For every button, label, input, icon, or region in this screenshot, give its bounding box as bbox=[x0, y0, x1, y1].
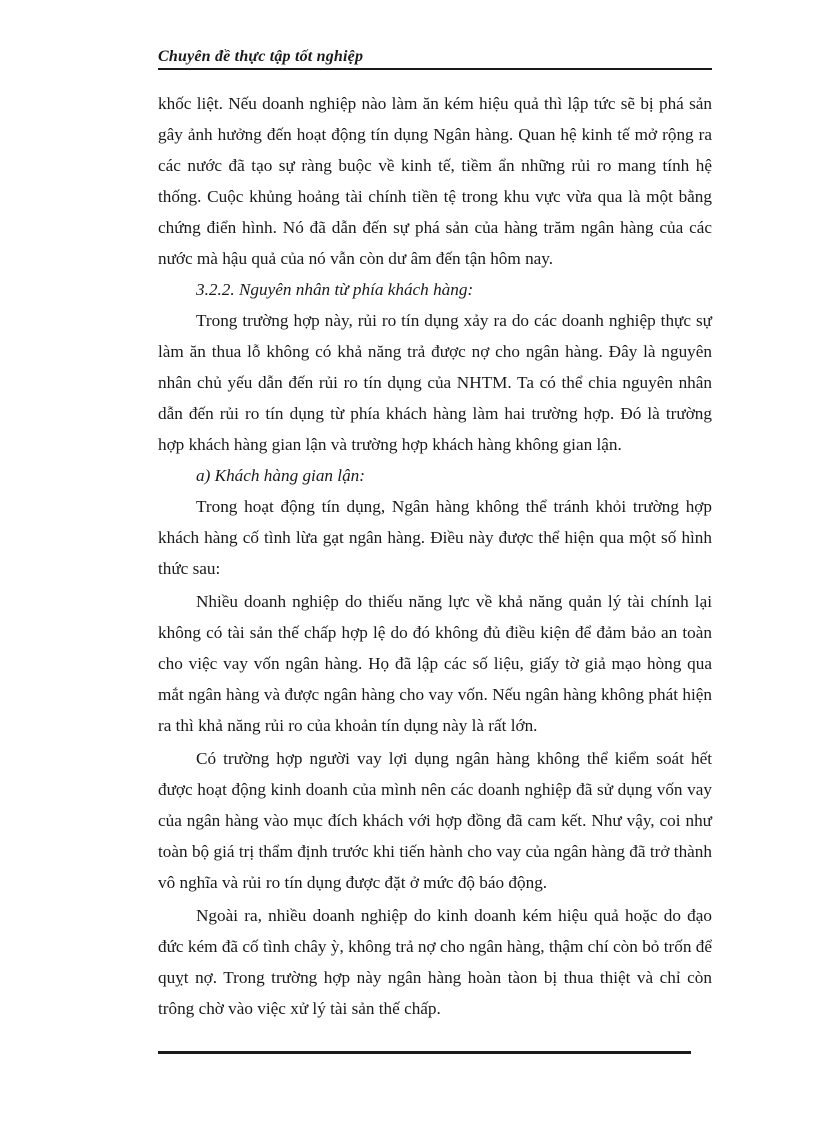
header-title: Chuyên đề thực tập tốt nghiệp bbox=[158, 48, 364, 65]
paragraph: Có trường hợp người vay lợi dụng ngân hàng không thể kiểm soát hết được hoạt động kinh doanh của mình nên các doanh nghiệp đã sử dụng vốn vay của ngân hàng vào mục đích khách với hợp đồng đã cam kết. Như vậy, coi như toàn bộ giá trị thẩm định trước khi tiến hành cho vay của ngân hàng đã trở thành vô nghĩa và rủi ro tín dụng được đặt ở mức độ báo động. bbox=[158, 749, 712, 892]
paragraph-continuation: khốc liệt. Nếu doanh nghiệp nào làm ăn kém hiệu quả thì lập tức sẽ bị phá sản gây ảnh hưởng đến hoạt động tín dụng Ngân hàng. Quan hệ kinh tế mở rộng ra các nước đã tạo sự ràng buộc về kinh tế, tiềm ẩn những rủi ro mang tính hệ thống. Cuộc khủng hoảng tài chính tiền tệ trong khu vực vừa qua là một bằng chứng điển hình. Nó đã dẫn đến sự phá sản của hàng trăm ngân hàng của các nước mà hậu quả của nó vẫn còn dư âm đến tận hôm nay. bbox=[158, 94, 712, 268]
page-header bbox=[158, 46, 712, 72]
paragraph: Ngoài ra, nhiều doanh nghiệp do kinh doanh kém hiệu quả hoặc do đạo đức kém đã cố tình chây ỳ, không trả nợ cho ngân hàng, thậm chí còn bỏ trốn để quỵt nợ. Trong trường hợp này ngân hàng hoàn tàon bị thua thiệt và chỉ còn trông chờ vào việc xử lý tài sản thế chấp. bbox=[158, 906, 712, 1018]
subsection-heading: a) Khách hàng gian lận: bbox=[196, 466, 365, 485]
document-body bbox=[158, 88, 712, 1024]
paragraph: Trong trường hợp này, rủi ro tín dụng xảy ra do các doanh nghiệp thực sự làm ăn thua lỗ không có khả năng trả được nợ cho ngân hàng. Đây là nguyên nhân chủ yếu dẫn đến rủi ro tín dụng của NHTM. Ta có thể chia nguyên nhân dẫn đến rủi ro tín dụng từ phía khách hàng làm hai trường hợp. Đó là trường hợp khách hàng gian lận và trường hợp khách hàng không gian lận. bbox=[158, 311, 712, 454]
header-rule bbox=[158, 68, 712, 70]
paragraph: Trong hoạt động tín dụng, Ngân hàng không thể tránh khỏi trường hợp khách hàng cố tình lừa gạt ngân hàng. Điều này được thể hiện qua một số hình thức sau: bbox=[158, 497, 712, 578]
section-heading: 3.2.2. Nguyên nhân từ phía khách hàng: bbox=[196, 280, 474, 299]
paragraph: Nhiều doanh nghiệp do thiếu năng lực về khả năng quản lý tài chính lại không có tài sản thế chấp hợp lệ do đó không đủ điều kiện để đảm bảo an toàn cho việc vay vốn ngân hàng. Họ đã lập các số liệu, giấy tờ giả mạo hòng qua mắt ngân hàng và được ngân hàng cho vay vốn. Nếu ngân hàng không phát hiện ra thì khả năng rủi ro của khoản tín dụng này là rất lớn. bbox=[158, 592, 712, 735]
footer-rule bbox=[158, 1051, 691, 1054]
